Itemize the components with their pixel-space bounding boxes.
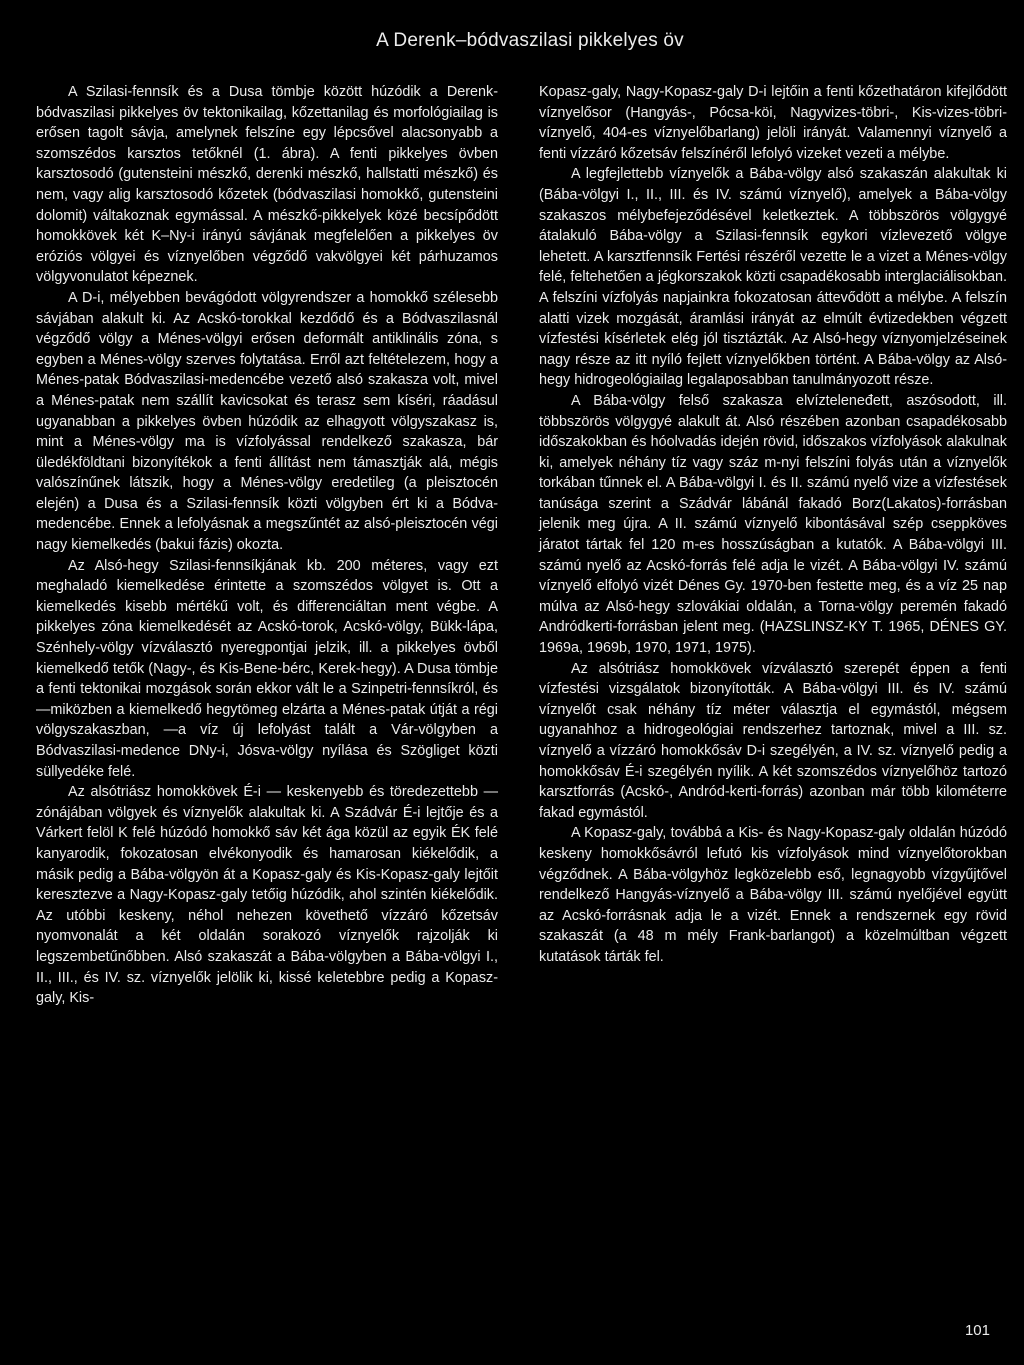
right-column bbox=[539, 82, 1007, 968]
paragraph: A legfejlettebb víznyelők a Bába-völgy alsó szakaszán alakultak ki (Bába-völgyi I., II., III. és IV. számú víznyelő), amelyek a Bába-völgy szakaszos mélybefejeződésével keletkeztek. A többszörös völgygyé átalakuló Bába-völgy a Szilasi-fennsík egykori vízlevezető völgye lehetett. A karsztfennsík Fertési részéről vezette le a vizet a Ménes-völgy felé, feltehetően a jégkorszakok közti csapadékosabb interglaciálisokban. A felszíni vízfolyás napjainkra fokozatosan áttevődött a mélybe. A felszín alatti vizek mozgását, áramlási irányát az elmúlt évtizedekben végzett vízfestési kísérletek elég jól tisztázták. Az Alsó-hegy víznyomjelzéseinek nagy része az itt nyíló fejlett víznyelőkben történt. A Bába-völgy az Alsó-hegy hidrogeológiailag legalaposabban tanulmányozott része. bbox=[539, 166, 1007, 389]
page-title: A Derenk–bódvaszilasi pikkelyes öv bbox=[376, 30, 684, 51]
paragraph-continued: Kopasz-galy, Nagy-Kopasz-galy D-i lejtőin a fenti kőzethatáron kifejlődött víznyelősor (Hangyás-, Pócsa-köi, Nagyvizes-töbri-, Kis-vizes-töbri-víznyelő, 404-es víznyelőbarlang) jelöli irányát. Valamennyi víznyelő a fenti vízzáró kőzetsáv felszínéről lefolyó vizeket vezeti a mélybe. bbox=[539, 84, 1007, 162]
page-number: 101 bbox=[964, 1322, 990, 1339]
paragraph: Az alsótriász homokkövek vízválasztó szerepét éppen a fenti vízfestési vizsgálatok bizonyították. A Bába-völgyi III. és IV. számú víznyelőt csak néhány tíz méter választja el egymástól, mégsem ugyanahhoz a hidrogeológiai rendszerhez tartoznak, mivel a III. sz. víznyelő a vízzáró homokkősáv D-i szegélyén, a IV. sz. víznyelő pedig a homokkősáv É-i szegélyén nyílik. A két szomszédos víznyelőhöz tartozó karsztforrás (Acskó-, Andród-kerti-forrás) azonban már több kilométerre fakad egymástól. bbox=[539, 660, 1007, 821]
paragraph: A Szilasi-fennsík és a Dusa tömbje között húzódik a Derenk-bódvaszilasi pikkelyes öv tektonikailag, kőzettanilag és morfológiailag is erősen tagolt sávja, amelynek felszíne egy lépcsővel alacsonyabb a szomszédos karsztos tetőknél (1. ábra). A fenti pikkelyes övben karsztosodó (gutensteini mészkő, derenki mészkő, hallstatti mészkő) és nem, vagy alig karsztosodó kőzetek (bódvaszilasi homokkő, gutensteini dolomit) váltakoznak egymással. A mészkő-pikkelyek közé becsípődött homokkövek két K–Ny-i irányú sávjának megfelelően a pikkelyes öv eróziós völgyei és víznyelőben végződő vakvölgyei két párhuzamos völgyvonulatot képeznek. bbox=[36, 84, 498, 286]
paragraph: Az Alsó-hegy Szilasi-fennsíkjának kb. 200 méteres, vagy ezt meghaladó kiemelkedése érintette a szomszédos völgyet is. Ott a kiemelkedés kisebb mértékű volt, és differenciáltan ment végbe. A pikkelyes zóna kiemelkedését az Acskó-torok, Acskó-völgy, Bükk-lápa, Szénhely-völgy vízválasztó nyeregpontjai jelzik, ill. a pikkelyes övből kiemelkedő tetők (Nagy-, és Kis-Bene-bérc, Kerek-hegy). A Dusa tömbje a fenti tektonikai mozgások során ekkor vált le a Szinpetri-fennsíkról, és —miközben a kiemelkedő hegytömeg elzárta a Ménes-patak útját a régi völgyszakaszban, —a víz új lefolyást talált a Vár-völgyben a Bódvaszilasi-medence DNy-i, Jósva-völgy nyílása és Szögliget közti süllyedéke felé. bbox=[36, 557, 498, 780]
paragraph: A Kopasz-galy, továbbá a Kis- és Nagy-Kopasz-galy oldalán húzódó keskeny homokkősávról lefutó kis vízfolyások mind víznyelőtorokban végződnek. A Bába-völgyhöz legközelebb eső, legnagyobb vízgyűjtővel rendelkező Hangyás-víznyelő a Bába-völgy III. számú nyelőjével együtt az Acskó-forrásnak adja le a vizét. Ennek a rendszernek egy rövid szakaszát (a 48 m mély Frank-barlangot) a közelmúltban végzett kutatások tárták fel. bbox=[539, 825, 1007, 965]
left-column bbox=[36, 82, 498, 1009]
paragraph: A D-i, mélyebben bevágódott völgyrendszer a homokkő szélesebb sávjában alakult ki. Az Acskó-torokkal kezdődő és a Bódvaszilasnál végződő völgy a Ménes-völgyi erősen deformált antiklinális zóna, s egyben a Ménes-völgy szerves folytatása. Erről azt feltételezem, hogy a Ménes-patak Bódvaszilasi-medencébe vezető alsó szakasza volt, mivel a Ménes-patak nem szállít kavicsokat és terasz sem kíséri, ráadásul ugyanabban a pikkelyes övben húzódik az elhagyott völgyszakasz is, mint a Ménes-völgy ma is vízfolyással rendelkező szakasza, bár üledékföldtani bizonyítékok a fenti állítást nem támasztják alá, mégis valószínűnek látszik, hogy a Ménes-völgy eredetileg (a pleisztocén elején) a Dusa és a Szilasi-fennsík közti völgyben ért ki a Bódva-medencébe. Ennek a lefolyásnak a megszűntét az alsó-pleisztocén végi nagy kiemelkedés (bakui fázis) okozta. bbox=[36, 289, 498, 554]
paragraph: A Bába-völgy felső szakasza elvízteleneđett, aszósodott, ill. többszörös völgygyé alakult át. Alsó részében azonban csapadékosabb időszakokban és hóolvadás idején rövid, időszakos vízfolyások alakulnak ki, amelyek néhány tíz vagy száz m-nyi felszíni folyás után a víznyelők torkában tűnnek el. A Bába-völgyi I. és II. számú nyelő vize a vízfestések tanúsága szerint a Szádvár lábánál fakadó Borz(Lakatos)-forrásban jelenik meg újra. A II. számú víznyelő kibontásával szép cseppköves járatot tártak fel 120 m-es hosszúságban a kutatók. A Bába-völgyi III. számú nyelő az Acskó-forrás felé adja le vizét. A Bába-völgyi IV. számú víznyelő elfolyó vizét Dénes Gy. 1970-ben festette meg, és a víz 25 nap múlva az Alsó-hegy szlovákiai oldalán, a Torna-völgy peremén fakadó Andródkerti-forrásban jelent meg. (HAZSLINSZ-KY T. 1965, DÉNES GY. 1969a, 1969b, 1970, 1971, 1975). bbox=[539, 392, 1007, 657]
paragraph: Az alsótriász homokkövek É-i — keskenyebb és töredezettebb — zónájában völgyek és víznyelők alakultak ki. A Szádvár É-i lejtője és a Várkert felöl K felé húzódó homokkő sáv két ága közül az egyik ÉK felé kanyarodik, fokozatosan elvékonyodik és hamarosan kiékelődik, a másik pedig a Bába-völgyön át a Kopasz-galy és Kis-Kopasz-galy lejtőit keresztezve a Nagy-Kopasz-galy tetőig húzódik, ahol szintén kiékelődik. Az utóbbi keskeny, néhol nehezen követhető vízzáró kőzetsáv nyomvonalát a két oldalán sorakozó víznyelők rajzolják ki legszembetűnőbben. Alsó szakaszát a Bába-völgyben a Bába-völgyi I., II., III., és IV. sz. víznyelők jelölik ki, kissé keletebbre pedig a Kopasz-galy, Kis- bbox=[36, 784, 498, 1007]
